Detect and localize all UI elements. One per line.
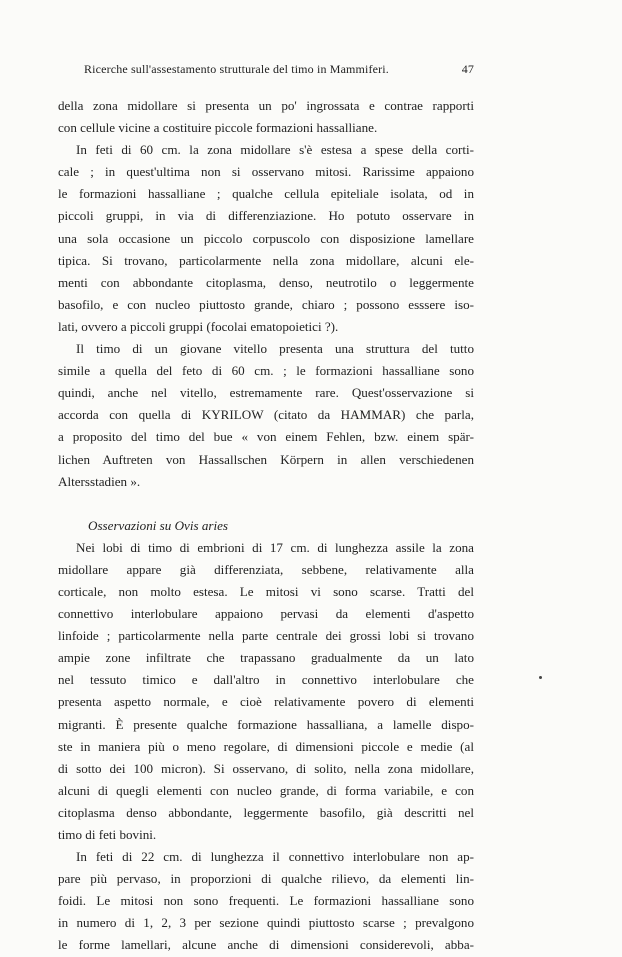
text-line: midollare appare già differenziata, sebbene, relativamente alla <box>58 561 474 577</box>
text-line: menti con abbondante citoplasma, denso, neutrotilo o leggermente <box>58 274 474 290</box>
text-line: le forme lamellari, alcune anche di dimensioni considerevoli, abba- <box>58 937 474 953</box>
text-line: Nei lobi di timo di embrioni di 17 cm. di lunghezza assile la zona <box>76 539 474 555</box>
text-line: piccoli gruppi, in via di differenziazione. Ho potuto osservare in <box>58 208 474 224</box>
text-line: linfoide ; particolarmente nella parte centrale dei grossi lobi si trovano <box>58 628 474 644</box>
text-line: le formazioni hassalliane ; qualche cellula epiteliale isolata, od in <box>58 186 474 202</box>
text-line: cale ; in quest'ultima non si osservano mitosi. Rarissime appaiono <box>58 164 474 180</box>
text-line: basofilo, e con nucleo piuttosto grande, chiaro ; possono esssere iso- <box>58 296 474 312</box>
text-line: quindi, anche nel vitello, estremamente rare. Quest'osservazione si <box>58 385 474 401</box>
text-line: ampie zone infiltrate che trapassano gradualmente da un lato <box>58 650 474 666</box>
text-line: pare più pervaso, in proporzioni di qualche rilievo, da elementi lin- <box>58 871 474 887</box>
text-line: tipica. Si trovano, particolarmente nella zona midollare, alcuni ele- <box>58 252 474 268</box>
text-line: nel tessuto timico e dall'altro in connettivo interlobulare che <box>58 672 474 688</box>
text-line: una sola occasione un piccolo corpuscolo con disposizione lamellare <box>58 230 474 246</box>
text-line: ste in maniera più o meno regolare, di dimensioni piccole e medie (al <box>58 738 474 754</box>
text-line: lati, ovvero a piccoli gruppi (focolai ematopoietici ?). <box>58 318 339 334</box>
text-line: migranti. È presente qualche formazione hassalliana, a lamelle dispo- <box>58 716 474 732</box>
text-line: citoplasma denso abbondante, leggermente basofilo, già descritti nel <box>58 804 474 820</box>
text-line: alcuni di quegli elementi con nucleo grande, di forma variabile, e con <box>58 782 474 798</box>
text-line: accorda con quella di KYRILOW (citato da HAMMAR) che parla, <box>58 407 474 423</box>
running-title: Ricerche sull'assestamento strutturale del timo in Mammiferi. <box>84 62 389 76</box>
section-heading: Osservazioni su Ovis aries <box>88 517 229 533</box>
text-line: simile a quella del feto di 60 cm. ; le formazioni hassalliane sono <box>58 363 474 379</box>
text-line: corticale, non molto estesa. Le mitosi vi sono scarse. Tratti del <box>58 583 474 599</box>
text-line: della zona midollare si presenta un po' ingrossata e contrae rapporti <box>58 98 474 113</box>
text-line: connettivo interlobulare appaiono pervasi da elementi d'aspetto <box>58 606 474 622</box>
text-line: Il timo di un giovane vitello presenta una struttura del tutto <box>76 341 474 357</box>
text-line: lichen Auftreten von Hassallschen Körpern in allen verschiedenen <box>58 451 474 467</box>
text-line: con cellule vicine a costituire piccole formazioni hassalliane. <box>58 120 378 136</box>
text-line: foidi. Le mitosi non sono frequenti. Le formazioni hassalliane sono <box>58 893 474 909</box>
text-line: di sotto dei 100 micron). Si osservano, di solito, nella zona midollare, <box>58 760 474 776</box>
text-line: Altersstadien ». <box>58 473 141 489</box>
text-line: timo di feti bovini. <box>58 827 157 842</box>
section-spacer <box>58 493 474 515</box>
page-number: 47 <box>461 62 474 76</box>
text-line: In feti di 60 cm. la zona midollare s'è estesa a spese della corti- <box>76 142 474 158</box>
ink-speck <box>539 676 542 679</box>
text-line: in numero di 1, 2, 3 per sezione quindi piuttosto scarse ; prevalgono <box>58 915 474 931</box>
body-text <box>58 95 474 957</box>
text-line: a proposito del timo del bue « von einem Fehlen, bzw. einem spär- <box>58 429 474 445</box>
text-line: presenta aspetto normale, e cioè relativamente povero di elementi <box>58 694 474 710</box>
text-line: In feti di 22 cm. di lunghezza il connettivo interlobulare non ap- <box>76 849 474 865</box>
